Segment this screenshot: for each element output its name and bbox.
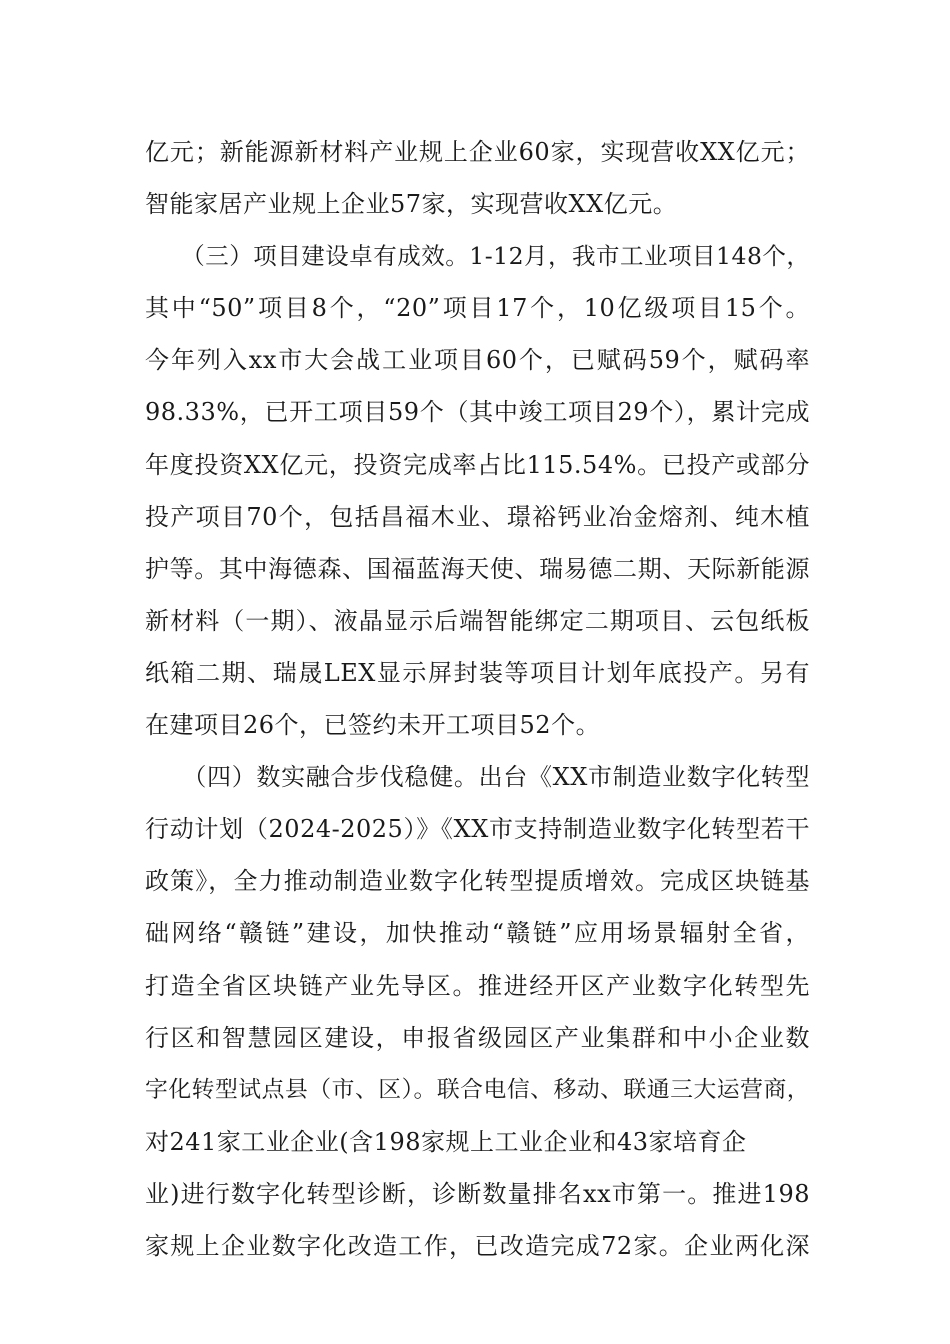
- text-line: （四）数实融合步伐稳健。出台《XX市制造业数字化转型: [145, 763, 810, 792]
- text-line: 98.33%，已开工项目59个（其中竣工项目29个），累计完成: [145, 398, 810, 427]
- text-line: 纸箱二期、瑞晟LEX显示屏封装等项目计划年底投产。另有: [145, 658, 810, 687]
- text-line: 家规上企业数字化改造工作，已改造完成72家。企业两化深: [145, 1231, 810, 1260]
- text-line: 字化转型试点县（市、区）。联合电信、移动、联通三大运营商，: [145, 1076, 811, 1103]
- text-line: （三）项目建设卓有成效。1-12月，我市工业项目148个，: [145, 242, 811, 271]
- text-line: 打造全省区块链产业先导区。推进经开区产业数字化转型先: [145, 971, 810, 1000]
- text-line: 新材料（一期）、液晶显示后端智能绑定二期项目、云包纸板: [145, 606, 810, 635]
- text-line: 对241家工业企业(含198家规上工业企业和43家培育企: [145, 1127, 747, 1156]
- text-line: 投产项目70个，包括昌福木业、璟裕钙业冶金熔剂、纯木植: [145, 502, 810, 531]
- text-line: 业)进行数字化转型诊断，诊断数量排名xx市第一。推进198: [145, 1179, 810, 1208]
- text-line: 行区和智慧园区建设，申报省级园区产业集群和中小企业数: [145, 1023, 810, 1052]
- text-line: 在建项目26个，已签约未开工项目52个。: [145, 711, 601, 740]
- text-line: 护等。其中海德森、国福蓝海天使、瑞易德二期、天际新能源: [145, 554, 810, 583]
- text-line: 年度投资XX亿元，投资完成率占比115.54%。已投产或部分: [145, 450, 810, 479]
- text-line: 智能家居产业规上企业57家，实现营收XX亿元。: [145, 190, 678, 219]
- text-line: 今年列入xx市大会战工业项目60个，已赋码59个，赋码率: [145, 346, 810, 375]
- text-line: 亿元；新能源新材料产业规上企业60家，实现营收XX亿元；: [145, 138, 810, 166]
- text-line: 政策》，全力推动制造业数字化转型提质增效。完成区块链基: [145, 867, 810, 896]
- text-line: 础网络“赣链”建设，加快推动“赣链”应用场景辐射全省，: [145, 919, 810, 948]
- text-line: 其中“50”项目8个，“20”项目17个，10亿级项目15个。: [145, 294, 810, 323]
- document-body: [145, 126, 810, 1272]
- text-line: 行动计划（2024-2025）》《XX市支持制造业数字化转型若干: [145, 815, 810, 844]
